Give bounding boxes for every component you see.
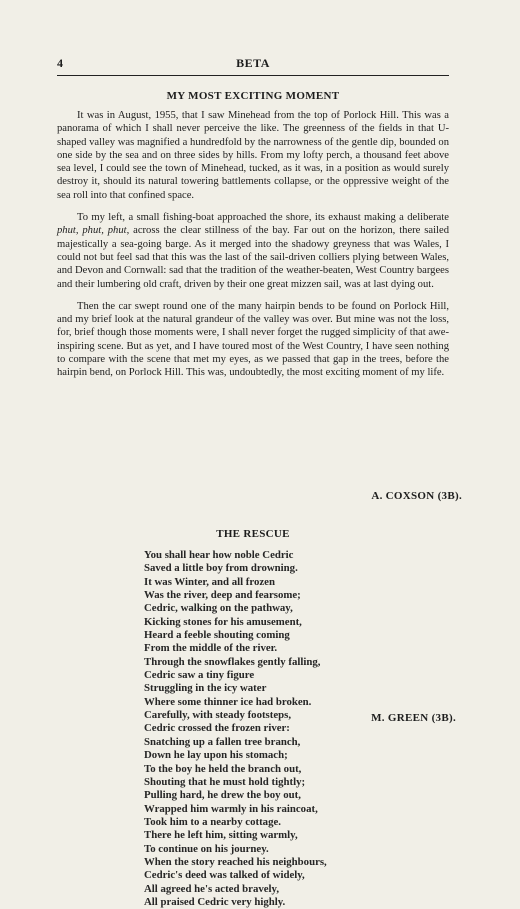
- poem-line: Snatching up a fallen tree branch,: [144, 735, 301, 748]
- poem-line: Saved a little boy from drowning.: [144, 562, 298, 575]
- poem-line: Cedric crossed the frozen river:: [144, 722, 290, 735]
- poem-line: All praised Cedric very highly.: [144, 895, 286, 908]
- poem-line: Where some thinner ice had broken.: [144, 695, 312, 708]
- article-author: A. COXSON (3B).: [371, 490, 462, 502]
- running-title: BETA: [236, 56, 270, 70]
- page-number: 4: [57, 56, 63, 70]
- text-run: across the clear stillness of the bay. Far out on the horizon, there sailed majestically a sea-going barge. As it merged into the shadowy greyness that was Wales, I could not but feel sad that this was the last of the sail-driven colliers plying between Wales, and Devon and Cornwall: sad that the tradition of the weather-beaten, West Country bargees and their lumbering old craft, driven by their one great mizzen sail, was at last dying out.: [57, 225, 449, 290]
- poem-title: THE RESCUE: [216, 528, 290, 540]
- poem-line: Shouting that he must hold tightly;: [144, 775, 306, 788]
- text-run: Then the car swept round one of the many hairpin bends to be found on Porlock Hill, and my brief look at the natural grandeur of the valley was over. But mine was not the loss, for, brief though those moments were, I shall never forget the rugged simplicity of that awe-inspiring scene. But as yet, and I have toured most of the West Country, I have seen nothing to compare with the scene that met my eyes, as we passed that gap in the trees, before the hairpin bend, on Porlock Hill. This was, undoubtedly, the most exciting moment of my life.: [57, 300, 449, 379]
- poem-line: Through the snowflakes gently falling,: [144, 655, 321, 668]
- poem-line: Cedric, walking on the pathway,: [144, 602, 293, 615]
- essay-paragraph: [57, 109, 449, 202]
- header-rule: [57, 75, 449, 76]
- essay-paragraph: [57, 300, 449, 380]
- page-header: [57, 54, 449, 74]
- poem-line: Cedric saw a tiny figure: [144, 669, 255, 682]
- poem-line: When the story reached his neighbours,: [144, 855, 327, 868]
- poem-body: [144, 549, 327, 909]
- article-title: MY MOST EXCITING MOMENT: [166, 90, 340, 102]
- poem-line: Took him to a nearby cottage.: [144, 815, 281, 828]
- text-run: It was in August, 1955, that I saw Minehead from the top of Porlock Hill. This was a panorama of which I shall never perceive the like. The greenness of the fields in that U-shaped valley was magnified a hundredfold by the narrowness of the gentle dip, bounded on one side by the sea and on three sides by hills. From my lofty perch, a thousand feet above sea level, I could see the town of Minehead, tucked, as it was, in a position as would surely destroy it, should its natural towering battlements collapse, or the oppressive weight of the sea roll into that confined space.: [57, 110, 449, 201]
- italic-phrase: phut, phut, phut,: [57, 225, 130, 237]
- poem-line: There he left him, sitting warmly,: [144, 829, 298, 842]
- poem-line: Pulling hard, he drew the boy out,: [144, 789, 301, 802]
- poem-line: To continue on his journey.: [144, 842, 269, 855]
- poem-line: Was the river, deep and fearsome;: [144, 589, 301, 602]
- poem-line: Wrapped him warmly in his raincoat,: [144, 802, 318, 815]
- poem-line: You shall hear how noble Cedric: [144, 549, 294, 561]
- poem-line: All agreed he's acted bravely,: [144, 882, 280, 895]
- essay-paragraph: [57, 211, 449, 291]
- poem-line: From the middle of the river.: [144, 642, 278, 655]
- text-run: To my left, a small fishing-boat approached the shore, its exhaust making a deliberate: [77, 212, 449, 224]
- poem-line: Down he lay upon his stomach;: [144, 749, 288, 762]
- poem-line: Struggling in the icy water: [144, 682, 267, 695]
- essay-body: [57, 109, 449, 389]
- poem-line: To the boy he held the branch out,: [144, 762, 302, 775]
- poem-line: Kicking stones for his amusement,: [144, 615, 302, 628]
- poem-line: Cedric's deed was talked of widely,: [144, 869, 305, 882]
- poem-author: M. GREEN (3B).: [371, 712, 456, 724]
- poem-line: Heard a feeble shouting coming: [144, 629, 290, 642]
- poem-line: Carefully, with steady footsteps,: [144, 709, 292, 722]
- poem-line: It was Winter, and all frozen: [144, 575, 275, 588]
